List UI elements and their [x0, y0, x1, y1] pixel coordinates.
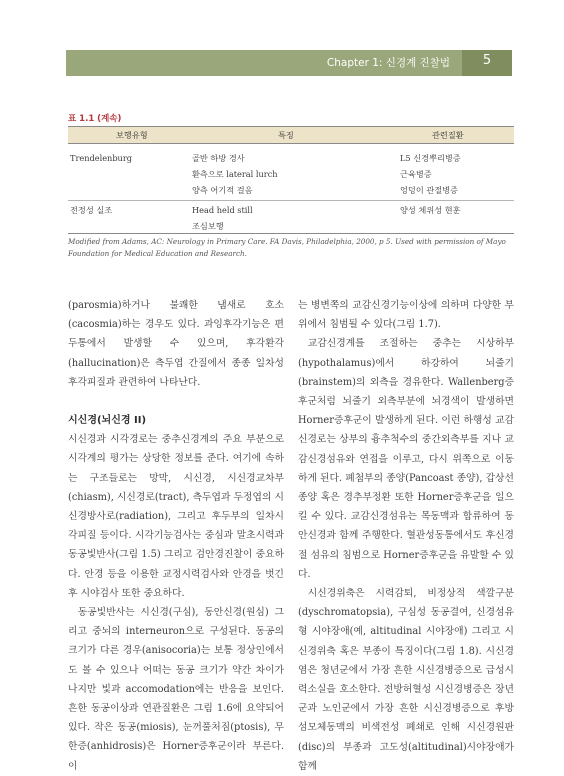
- body-paragraph: 동공빛반사는 시신경(구심), 동안신경(원심) 그리고 중뇌의 interneuron으로 구성된다. 동공의 크기가 다른 경우(anisocoria)는 보통 정상인에서도 볼 수 있으나 어떠는 동공 크기가 약간 차이가 나지만 빛과 accomodation에는 반응을 보인다. 흔한 동공이상과 연관질환은 그림 1.6에 요약되어 있다. 작은 동공(miosis), 눈꺼풀처짐(ptosis), 무한증(anhidrosis)은 Horner증후군이라 부른다. 이: [68, 607, 284, 772]
- table-cell-feature: 골반 하방 경사: [192, 153, 245, 163]
- table-cell-feature: 조심보행: [192, 221, 224, 231]
- section-heading: 시신경(뇌신경 II): [68, 415, 147, 427]
- right-column: [298, 296, 514, 776]
- table-cell-disease: 양성 체위성 현훈: [400, 205, 461, 215]
- chapter-title: Chapter 1: 신경계 진찰법: [326, 57, 450, 69]
- table-cell-feature: 환측으로 lateral lurch: [192, 169, 278, 179]
- body-paragraph: 시신경위축은 시력감퇴, 비정상적 색깔구분(dyschromatopsia), 구심성 동공결여, 신경섬유형 시야장애(예, altitudinal 시야장애) 그리고 시신경위축 혹은 부종이 특징이다(그림 1.8). 시신경염은 청년군에서 가장 흔한 시신경병증으로 급성시력소실을 호소한다. 전방허혈성 시신경병증은 장년군과 노인군에서 가장 흔한 시신경병증으로 후방 섬모체동맥의 비색전성 폐쇄로 인해 시신경원판(disc)의 부종과 고도성(altitudinal)시야장애가 함께: [298, 588, 514, 772]
- table-cell-disease: 엉덩이 관절병증: [400, 185, 458, 195]
- table-bottom-rule: [68, 233, 514, 234]
- table-cell-disease: L5 신경뿌리병증: [400, 153, 461, 163]
- table-cell-type: 전정성 실조: [70, 205, 113, 215]
- body-paragraph: (parosmia)하거나 불쾌한 냄새로 호소(cacosmia)하는 경우도 있다. 과잉후각기능은 편두통에서 발생할 수 있으며, 후각환각(hallucination)은 측두엽 간질에서 종종 일차성후각피질과 관련하여 나타난다.: [68, 300, 284, 388]
- table-header-features: 특징: [278, 130, 294, 140]
- table-title: 표 1.1 (계속): [68, 114, 122, 124]
- table-cell-disease: 근육병증: [400, 169, 432, 179]
- page-number: 5: [482, 53, 492, 68]
- table-row-divider: [68, 200, 514, 201]
- table-cell-feature: 양측 어기적 걸음: [192, 185, 253, 195]
- body-paragraph: 교감신경계를 조절하는 중추는 시상하부(hypothalamus)에서 하강하여 뇌줄기(brainstem)의 외측을 경유한다. Wallenberg증후군처럼 뇌줄기 외측부분에 뇌경색이 발생하면 Horner증후군이 발생하게 된다. 이런 하행성 교감신경로는 상부의 흉추척수의 중간외측부를 지나 교감신경섬유와 연접을 이루고, 다시 위쪽으로 이동하게 된다. 폐첨부의 종양(Pancoast 종양), 갑상선종양 혹은 경추부정환 또한 Horner증후군을 일으킬 수 있다. 교감신경섬유는 목동맥과 합류하여 동안신경과 함께 주행한다. 혈관성동통에서도 후신경절 섬유의 침범으로 Horner증후군을 유발할 수 있다.: [298, 338, 514, 580]
- left-column: [68, 296, 284, 776]
- table-header-rule: [68, 143, 514, 144]
- table-header-diseases: 관련질환: [432, 130, 464, 140]
- table-cell-type: Trendelenburg: [70, 153, 132, 163]
- body-paragraph: 는 병변쪽의 교감신경기능이상에 의하며 다양한 부위에서 침범될 수 있다(그림 1.7).: [298, 300, 514, 331]
- table-cell-feature: Head held still: [192, 205, 253, 215]
- body-paragraph: 시신경과 시각경로는 중추신경계의 주요 부분으로 시각계의 평가는 상당한 정보를 준다. 여기에 속하는 구조들로는 망막, 시신경, 시신경교차부(chiasm), 시신경로(tract), 측두엽과 두정엽의 시신경방사로(radiation), 그리고 후두부의 일차시각피질 등이다. 시각기능검사는 중심과 말초시력과 동공빛반사(그림 1.5) 그리고 검안경진찰이 중요하다. 안경 등을 이용한 교정시력검사와 안경을 벗긴 후 시야검사 또한 중요하다.: [68, 434, 284, 599]
- table-source-note: Modified from Adams, AC: Neurology in Primary Care. FA Davis, Philadelphia, 2000, p 5. Used with permission of Mayo Foundation for Medical Education and Research.: [68, 237, 506, 258]
- table-header-type: 보행유형: [116, 130, 148, 140]
